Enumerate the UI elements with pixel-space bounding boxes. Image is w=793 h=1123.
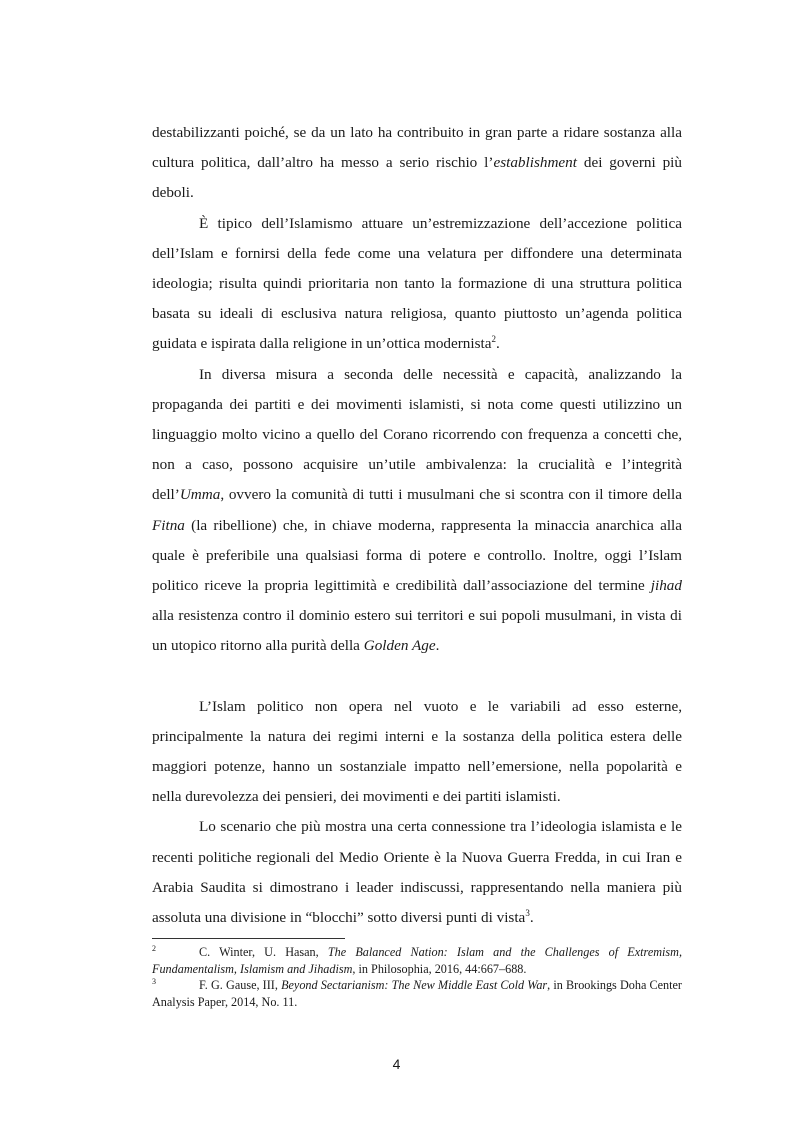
paragraph (152, 360, 682, 662)
text-run: C. Winter, U. Hasan, (199, 945, 328, 959)
footnote-text (152, 945, 682, 976)
body-text (152, 118, 682, 933)
text-run: . (435, 637, 440, 655)
paragraph (152, 209, 682, 360)
text-run: dei governi più deboli. (152, 154, 682, 202)
text-run: destabilizzanti poiché, se da un lato ha contribuito in gran parte a ridare sostanza alla cultura politica, dall’altro ha messo a serio rischio l’ (152, 124, 682, 172)
paragraph (152, 118, 682, 209)
italic-term: Beyond Sectarianism: The New Middle East Cold War (281, 978, 548, 992)
italic-term: Fitna (152, 516, 185, 534)
text-run: È tipico dell’Islamismo attuare un’estremizzazione dell’accezione politica dell’Islam e fornirsi della fede come una velatura per diffondere una determinata ideologia; risulta quindi prioritaria non tanto la formazione di una struttura politica basata su ideali di esclusiva natura religiosa, quanto piuttosto un’agenda politica guidata e ispirata dalla religione in un’ottica modernista (152, 214, 682, 353)
paragraph-gap (152, 662, 682, 692)
paragraph (152, 812, 682, 933)
italic-term: establishment (493, 154, 577, 172)
text-run: , in Brookings Doha Center Analysis Paper, 2014, No. 11. (152, 978, 682, 1009)
text-run: , ovvero la comunità di tutti i musulmani che si scontra con il timore della (220, 486, 682, 504)
text-run: . (529, 909, 534, 927)
text-run: F. G. Gause, III, (199, 978, 282, 992)
footnote-reference: 3 (525, 908, 530, 919)
footnote-reference: 2 (491, 334, 496, 345)
page-number: 4 (392, 1056, 401, 1072)
italic-term: The Balanced Nation: Islam and the Challenges of Extremism, Fundamentalism, Islamism and Jihadism (152, 945, 683, 976)
footnote-mark: 3 (152, 977, 156, 986)
text-run: L’Islam politico non opera nel vuoto e le variabili ad esso esterne, principalmente la natura dei regimi interni e la sostanza della politica estera delle maggiori potenze, hanno un sostanziale impatto nell’emersione, nella popolarità e nella durevolezza dei pensieri, dei movimenti e dei partiti islamisti. (152, 697, 682, 806)
italic-term: Umma (179, 486, 221, 504)
text-run: . (496, 335, 500, 353)
text-run: Lo scenario che più mostra una certa connessione tra l’ideologia islamista e le recenti politiche regionali del Medio Oriente è la Nuova Guerra Fredda, in cui Iran e Arabia Saudita si dimostrano i leader indiscussi, rappresentando nella maniera più assoluta una divisione in “blocchi” sotto diversi punti di vista (152, 818, 682, 927)
footnote-separator (152, 938, 345, 939)
italic-term: jihad (650, 577, 682, 595)
footnote (152, 977, 682, 1010)
text-run: alla resistenza contro il dominio estero sui territori e sui popoli musulmani, in vista di un utopico ritorno alla purità della (152, 607, 682, 655)
italic-term: Golden Age (363, 637, 436, 655)
footnote (152, 944, 682, 977)
footnote-mark: 2 (152, 944, 156, 953)
footnotes (152, 944, 682, 1010)
paragraph (152, 692, 682, 813)
footnote-text (152, 978, 682, 1009)
text-run: In diversa misura a seconda delle necessità e capacità, analizzando la propaganda dei partiti e dei movimenti islamisti, si nota come questi utilizzino un linguaggio molto vicino a quello del Corano ricorrendo con frequenza a concetti che, non a caso, possono acquisire un’utile ambivalenza: la crucialità e l’integrità dell’ (152, 365, 682, 504)
text-run: (la ribellione) che, in chiave moderna, rappresenta la minaccia anarchica alla quale è preferibile una qualsiasi forma di potere e controllo. Inoltre, oggi l’Islam politico riceve la propria legittimità e credibilità dall’associazione del termine (152, 516, 682, 595)
text-run: , in Philosophia, 2016, 44:667–688. (352, 961, 527, 976)
